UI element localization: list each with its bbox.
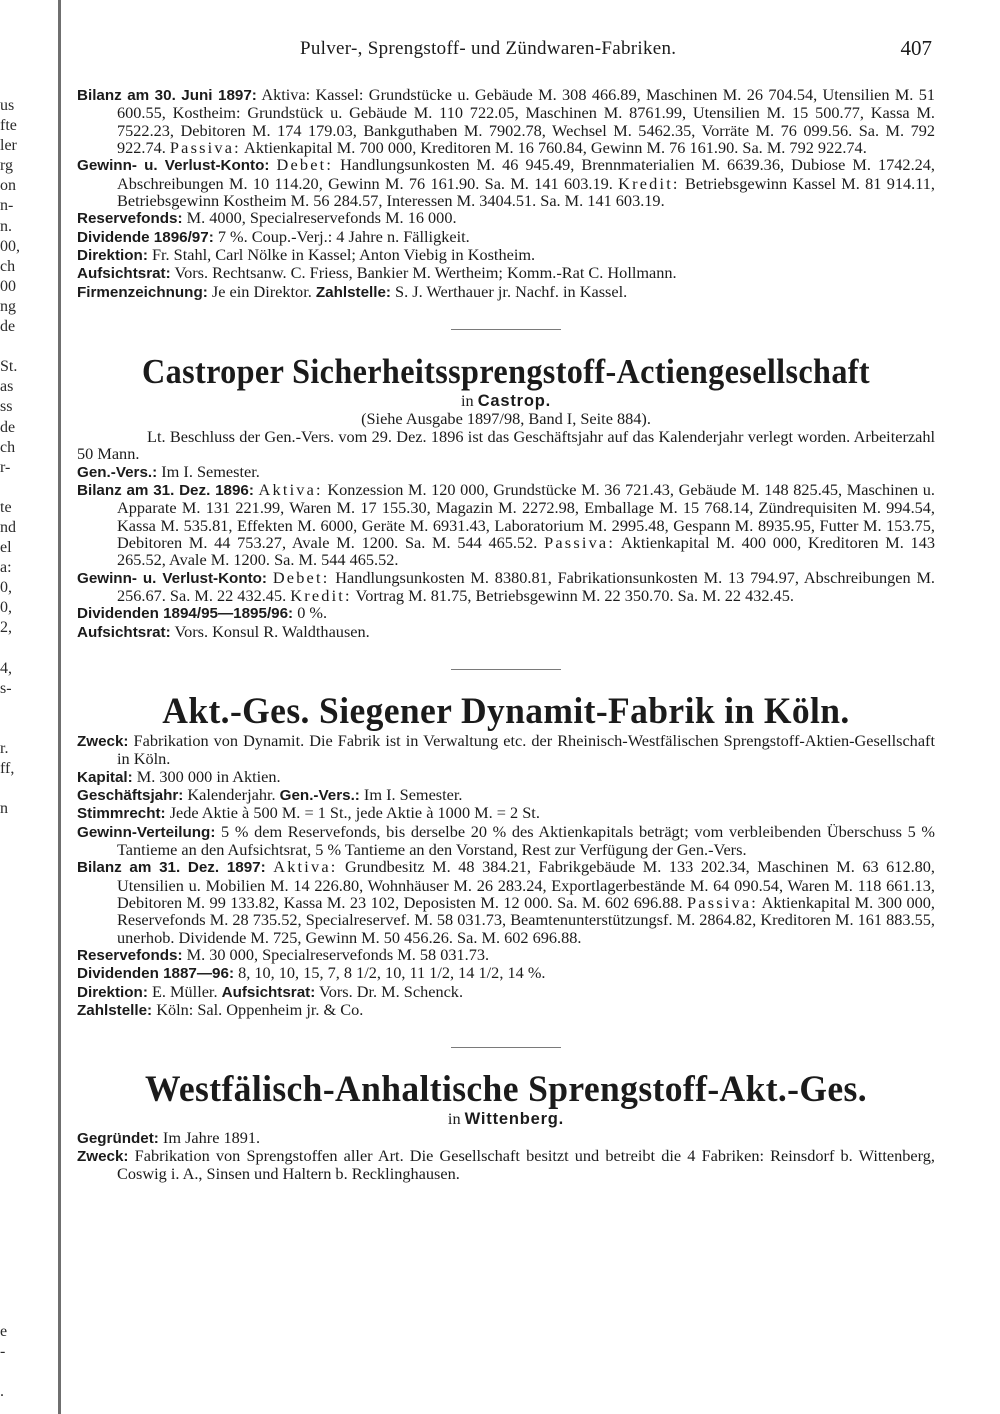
margin-fragment — [0, 1061, 46, 1081]
margin-fragment: ng — [0, 297, 16, 315]
running-title: Pulver-, Sprengstoff- und Zündwaren-Fabriken. — [300, 38, 677, 59]
bilanz-paragraph: Bilanz am 31. Dez. 1897: Aktiva: Grundbesitz M. 48 384.21, Fabrikgebäude M. 133 202.34, Maschinen M. 63 612.80, Utensilien u. Mobilien M. 14 226.80, Wohnhäuser M. 26 283.24, Exportlagerbestände M. 64 090.54, Waren M. 118 661.13, Debitoren M. 99 133.82, Kassa M. 23 102, Deposisten M. 12 000. Sa. M. 602 696.88. Passiva: Aktienkapital M. 300 000, Reservefonds M. 28 735.52, Specialreservef. M. 58 031.73, Beamtenunterstützungsf. M. 2864.82, Kreditoren M. 161 883.55, unerhob. Dividende M. 725, Gewinn M. 50 456.26. Sa. M. 602 696.88. — [77, 857, 936, 947]
margin-fragment: nd — [0, 518, 16, 536]
page-content — [77, 86, 935, 1183]
company-title: Castroper Sicherheitssprengstoff-Actiengesellschaft — [142, 352, 870, 392]
geschaeftsjahr-line: Geschäftsjahr: Kalenderjahr. Gen.-Vers.: Im I. Semester. — [77, 784, 463, 804]
genvers-line: Gen.-Vers.: Im I. Semester. — [77, 461, 260, 481]
margin-fragment — [0, 779, 46, 799]
margin-fragment: - — [0, 1342, 6, 1360]
entry-siegener — [77, 692, 935, 1020]
margin-fragment: ch — [0, 257, 16, 275]
resolution-note: Lt. Beschluss der Gen.-Vers. vom 29. Dez. 1896 ist das Geschäftsjahr auf das Kalenderjahr verlegt worden. Arbeiterzahl 50 Mann. — [77, 426, 935, 464]
margin-fragment: us — [0, 97, 15, 114]
margin-fragment: de — [0, 318, 16, 336]
company-title: Westfälisch-Anhaltische Sprengstoff-Akt.-Ges. — [144, 1069, 868, 1111]
direktion-line: Direktion: Fr. Stahl, Carl Nölke in Kassel; Anton Viebig in Kostheim. — [77, 245, 536, 265]
bilanz-paragraph: Bilanz am 31. Dez. 1896: Aktiva: Konzession M. 120 000, Grundstücke M. 36 721.43, Gebäude M. 148 825.45, Maschinen u. Apparate M. 131 221.99, Waren M. 17 155.30, Magazin M. 2272.98, Emballage M. 15 768.14, Zündrequisiten M. 994.54, Kassa M. 535.81, Effekten M. 6000, Geräte M. 6931.43, Laboratorium M. 2995.48, Gespann M. 8935.95, Futter M. 153.75, Debitoren M. 44 753.27, Avale M. 1200. Sa. M. 544 465.52. Passiva: Aktienkapital M. 400 000, Kreditoren M. 143 265.52, Avale M. 1200. Sa. M. 544 465.52. — [77, 479, 935, 570]
margin-fragment — [0, 1282, 46, 1302]
margin-fragment: 0, — [0, 599, 12, 617]
guv-paragraph: Gewinn- u. Verlust-Konto: Debet: Handlungsunkosten M. 46 945.49, Brennmaterialien M. 6639.36, Dubiose M. 1742.24, Abschreibungen M. 10 114.20, Gewinn M. 76 161.90. Sa. M. 141 603.19. Kredit: Betriebsgewinn Kassel M. 81 914.11, Betriebsgewinn Kostheim M. 56 284.57, Interessen M. 3404.51. Sa. M. 141 603.19. — [77, 155, 935, 211]
guv-paragraph: Gewinn- u. Verlust-Konto: Debet: Handlungsunkosten M. 8380.81, Fabrikationsunkosten M. 13 794.97, Abschreibungen M. 256.67. Sa. M. 22 432.45. Kredit: Vortrag M. 81.75, Betriebsgewinn M. 22 350.70. Sa. M. 22 432.45. — [77, 567, 935, 605]
margin-fragment: r. — [0, 740, 9, 757]
gutter-rule — [58, 0, 61, 1414]
margin-fragment: ss — [0, 398, 13, 416]
page-header — [300, 38, 940, 66]
entry-westfaelisch-anhaltische — [77, 1070, 935, 1182]
company-location: in Castrop. — [460, 391, 552, 411]
margin-fragment: n — [0, 800, 8, 818]
company-title: Akt.-Ges. Siegener Dynamit-Fabrik in Köln. — [162, 690, 850, 732]
margin-fragment — [0, 1181, 46, 1201]
margin-fragment — [0, 1362, 46, 1382]
margin-fragment: 00, — [0, 237, 20, 255]
margin-fragment — [0, 819, 46, 839]
dividenden-line: Dividenden 1894/95—1895/96: 0 %. — [77, 603, 328, 623]
stimmrecht-line: Stimmrecht: Jede Aktie à 500 M. = 1 St., jede Aktie à 1000 M. = 2 St. — [77, 803, 540, 823]
margin-fragment — [0, 1040, 46, 1060]
margin-fragment — [0, 900, 46, 920]
margin-fragment — [0, 1081, 46, 1101]
margin-fragment: n. — [0, 217, 12, 235]
zahlstelle-line: Zahlstelle: Köln: Sal. Oppenheim jr. & Co. — [77, 1000, 364, 1020]
margin-fragment — [0, 860, 46, 880]
margin-fragment — [0, 960, 46, 980]
page-number: 407 — [900, 36, 932, 60]
margin-fragment — [0, 1121, 46, 1141]
margin-fragment — [0, 639, 46, 659]
margin-fragment: r- — [0, 458, 11, 476]
margin-fragment: e — [0, 1322, 8, 1340]
margin-fragment — [0, 1241, 46, 1261]
dividenden-line: Dividenden 1887—96: 8, 10, 10, 15, 7, 8 1/2, 10, 11 1/2, 14 1/2, 14 %. — [77, 963, 546, 983]
margin-fragment — [0, 839, 46, 859]
margin-fragment: 2, — [0, 619, 12, 637]
left-margin-fragments — [0, 96, 46, 1402]
margin-fragment: . — [0, 1383, 4, 1400]
margin-fragment — [0, 1161, 46, 1181]
kapital-line: Kapital: M. 300 000 in Aktien. — [77, 766, 281, 786]
entry-continued — [77, 86, 935, 301]
bilanz-paragraph: Bilanz am 30. Juni 1897: Aktiva: Kassel: Grundstücke u. Gebäude M. 308 466.89, Maschinen M. 26 704.54, Utensilien M. 51 600.55, Kostheim: Grundstück u. Gebäude M. 110 722.05, Maschinen M. 8761.99, Utensilien M. 15 500.77, Kassa M. 7522.23, Debitoren M. 174 179.03, Bankguthaben M. 7902.78, Wechsel M. 5462.35, Vorräte M. 76 099.56. Sa. M. 792 922.74. Passiva: Aktienkapital M. 700 000, Kreditoren M. 16 760.84, Gewinn M. 76 161.90. Sa. M. 792 922.74. — [77, 85, 936, 158]
reference-note: (Siehe Ausgabe 1897/98, Band I, Seite 884). — [361, 409, 651, 429]
margin-fragment — [0, 1261, 46, 1281]
firmenzeichnung-line: Firmenzeichnung: Je ein Direktor. Zahlstelle: S. J. Werthauer jr. Nachf. in Kassel. — [77, 281, 628, 301]
margin-fragment — [0, 1221, 46, 1241]
margin-fragment — [0, 699, 46, 719]
gewinnverteilung-paragraph: Gewinn-Verteilung: 5 % dem Reservefonds, bis derselbe 20 % des Aktienkapitals beträgt; vom verbleibenden Überschuss 5 % Tantieme an den Aufsichtsrat, 5 % Tantieme an den Vorstand, Rest zur Verfügung der Gen.-Vers. — [77, 821, 935, 859]
margin-fragment: el — [0, 539, 12, 557]
margin-fragment: 00 — [0, 277, 16, 295]
entry-castroper — [77, 352, 935, 641]
section-divider — [451, 669, 561, 670]
aufsichtsrat-line: Aufsichtsrat: Vors. Rechtsanw. C. Friess, Bankier M. Wertheim; Komm.-Rat C. Hollmann. — [77, 263, 677, 283]
margin-fragment: on — [0, 177, 16, 195]
margin-fragment — [0, 1141, 46, 1161]
margin-fragment: ler — [0, 137, 17, 155]
margin-fragment — [0, 1302, 46, 1322]
aufsichtsrat-line: Aufsichtsrat: Vors. Konsul R. Waldthausen. — [77, 621, 370, 641]
margin-fragment: fte — [0, 117, 17, 135]
margin-fragment: rg — [0, 157, 14, 175]
margin-fragment: te — [0, 498, 12, 516]
margin-fragment — [0, 1201, 46, 1221]
margin-fragment — [0, 1000, 46, 1020]
margin-fragment: St. — [0, 358, 18, 376]
margin-fragment — [0, 478, 46, 498]
margin-fragment — [0, 719, 46, 739]
zweck-paragraph: Zweck: Fabrikation von Sprengstoffen aller Art. Die Gesellschaft besitzt und betreibt die 4 Fabriken: Reinsdorf b. Wittenberg, Coswig i. A., Sinsen und Haltern b. Recklinghausen. — [77, 1146, 935, 1184]
margin-fragment: as — [0, 378, 14, 396]
margin-fragment — [0, 880, 46, 900]
margin-fragment — [0, 1101, 46, 1121]
margin-fragment — [0, 1020, 46, 1040]
dividende-line: Dividende 1896/97: 7 %. Coup.-Verj.: 4 Jahre n. Fälligkeit. — [77, 226, 470, 246]
margin-fragment: ff, — [0, 760, 15, 778]
margin-fragment: 0, — [0, 579, 12, 597]
margin-fragment: a: — [0, 559, 12, 577]
section-divider — [451, 329, 561, 330]
section-divider — [451, 1047, 561, 1048]
margin-fragment: n- — [0, 197, 14, 215]
margin-fragment: s- — [0, 679, 12, 697]
reservefonds-line: Reservefonds: M. 4000, Specialreservefonds M. 16 000. — [77, 208, 457, 228]
margin-fragment — [0, 980, 46, 1000]
zweck-paragraph: Zweck: Fabrikation von Dynamit. Die Fabrik ist in Verwaltung etc. der Rheinisch-Westfälischen Sprengstoff-Aktien-Gesellschaft in Köln. — [77, 730, 935, 769]
company-location: in Wittenberg. — [447, 1109, 565, 1129]
margin-fragment: 4, — [0, 659, 12, 677]
margin-fragment: ch — [0, 438, 16, 456]
margin-fragment: de — [0, 418, 16, 436]
direktion-line: Direktion: E. Müller. Aufsichtsrat: Vors. Dr. M. Schenck. — [77, 981, 464, 1001]
reservefonds-line: Reservefonds: M. 30 000, Specialreservefonds M. 58 031.73. — [77, 945, 490, 965]
gegruendet-line: Gegründet: Im Jahre 1891. — [77, 1127, 261, 1147]
margin-fragment — [0, 940, 46, 960]
margin-fragment — [0, 337, 46, 357]
margin-fragment — [0, 920, 46, 940]
